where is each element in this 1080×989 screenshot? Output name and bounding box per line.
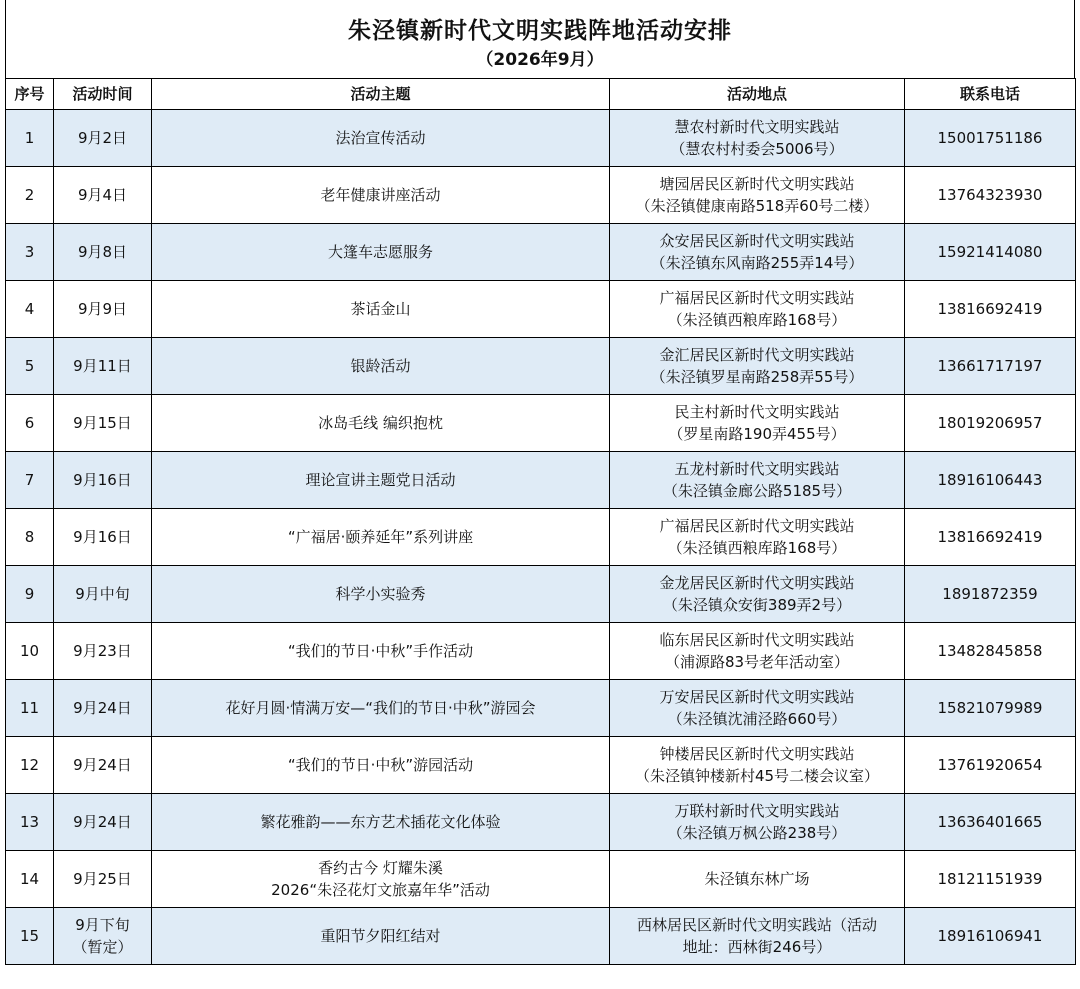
cell-time-line: 9月4日 [77,186,128,204]
cell-time [54,110,152,167]
cell-place-line: 万联村新时代文明实践站 [674,802,840,820]
cell-phone: 13764323930 [905,167,1076,224]
cell-topic-line: 花好月圆·情满万安—“我们的节日·中秋”游园会 [225,699,536,717]
table-row [6,110,1076,167]
cell-place-line: 众安居民区新时代文明实践站 [659,232,855,250]
cell-time-line: 9月下旬 [75,916,130,934]
cell-place-line: （朱泾镇沈浦泾路660号） [667,710,847,728]
cell-place-line: 地址：西林街246号） [682,938,832,956]
cell-phone: 15921414080 [905,224,1076,281]
cell-place [610,851,905,908]
cell-phone: 13661717197 [905,338,1076,395]
cell-time [54,452,152,509]
cell-topic [152,623,610,680]
cell-topic [152,908,610,965]
cell-time-line: 9月8日 [77,243,128,261]
table-header-row [6,79,1076,110]
cell-time [54,908,152,965]
cell-time [54,794,152,851]
cell-no: 15 [6,908,54,965]
table-row [6,281,1076,338]
cell-no: 7 [6,452,54,509]
cell-phone: 18916106941 [905,908,1076,965]
cell-place-line: 金汇居民区新时代文明实践站 [659,346,855,364]
cell-place-line: （朱泾镇万枫公路238号） [667,824,847,842]
cell-place [610,623,905,680]
table-body [6,110,1076,965]
cell-place-line: （朱泾镇金廊公路5185号） [662,482,852,500]
cell-no: 2 [6,167,54,224]
cell-no: 11 [6,680,54,737]
cell-place [610,794,905,851]
cell-place-line: 五龙村新时代文明实践站 [674,460,840,478]
cell-topic-line: 繁花雅韵——东方艺术插花文化体验 [260,813,501,831]
cell-time-line: 9月9日 [77,300,128,318]
cell-phone: 13482845858 [905,623,1076,680]
cell-topic-line: 银龄活动 [350,357,411,375]
cell-place-line: 西林居民区新时代文明实践站（活动 [636,916,877,934]
table-row [6,908,1076,965]
cell-place [610,281,905,338]
cell-time-line: 9月2日 [77,129,128,147]
cell-time [54,167,152,224]
cell-time [54,509,152,566]
cell-place-line: 广福居民区新时代文明实践站 [659,289,855,307]
cell-topic-line: 大篷车志愿服务 [327,243,433,261]
cell-topic-line: 茶话金山 [350,300,411,318]
cell-time-line: 9月24日 [73,813,132,831]
cell-phone: 13816692419 [905,281,1076,338]
activity-table [5,78,1076,965]
cell-place-line: （朱泾镇罗星南路258弄55号） [650,368,864,386]
cell-time-line: 9月23日 [73,642,132,660]
cell-topic-line: “广福居·颐养延年”系列讲座 [287,528,474,546]
cell-time-line: 9月11日 [73,357,132,375]
cell-place [610,680,905,737]
cell-time-line: 9月24日 [73,699,132,717]
cell-place [610,452,905,509]
cell-place-line: 钟楼居民区新时代文明实践站 [659,745,855,763]
header-topic: 活动主题 [152,79,610,110]
cell-no: 1 [6,110,54,167]
cell-topic-line: “我们的节日·中秋”游园活动 [287,756,474,774]
cell-no: 6 [6,395,54,452]
cell-topic-line: 理论宣讲主题党日活动 [305,471,456,489]
cell-topic [152,338,610,395]
cell-time-line: 9月中旬 [75,585,130,603]
cell-time-line: 9月25日 [73,870,132,888]
table-row [6,794,1076,851]
cell-topic [152,110,610,167]
cell-topic-line: 老年健康讲座活动 [320,186,441,204]
cell-no: 8 [6,509,54,566]
cell-no: 9 [6,566,54,623]
cell-time [54,680,152,737]
cell-no: 12 [6,737,54,794]
cell-place-line: （朱泾镇众安街389弄2号） [662,596,852,614]
cell-place [610,566,905,623]
cell-place [610,908,905,965]
cell-topic [152,851,610,908]
cell-time-line: 9月24日 [73,756,132,774]
cell-phone: 18916106443 [905,452,1076,509]
page-subtitle: （2026年9月） [476,50,604,70]
cell-no: 5 [6,338,54,395]
cell-no: 3 [6,224,54,281]
cell-no: 4 [6,281,54,338]
cell-topic [152,680,610,737]
cell-time-line: 9月15日 [73,414,132,432]
cell-topic-line: 科学小实验秀 [335,585,426,603]
cell-time [54,395,152,452]
cell-place-line: 金龙居民区新时代文明实践站 [659,574,855,592]
cell-time [54,224,152,281]
cell-place [610,110,905,167]
cell-time-line: 9月16日 [73,471,132,489]
cell-place-line: （朱泾镇西粮库路168号） [667,539,847,557]
cell-place-line: 民主村新时代文明实践站 [674,403,840,421]
cell-time [54,737,152,794]
cell-place-line: 万安居民区新时代文明实践站 [659,688,855,706]
cell-time-line: 9月16日 [73,528,132,546]
cell-topic [152,167,610,224]
cell-topic [152,395,610,452]
cell-place [610,224,905,281]
table-row [6,452,1076,509]
cell-place [610,737,905,794]
cell-place-line: 塘园居民区新时代文明实践站 [659,175,855,193]
table-row [6,566,1076,623]
table-row [6,395,1076,452]
cell-topic [152,509,610,566]
cell-topic [152,452,610,509]
cell-phone: 1891872359 [905,566,1076,623]
cell-place-line: （朱泾镇健康南路518弄60号二楼） [635,197,879,215]
cell-place-line: （浦源路83号老年活动室） [664,653,850,671]
cell-time-line: （暂定） [72,938,133,956]
title-block [5,0,1075,78]
cell-place-line: （朱泾镇钟楼新村45号二楼会议室） [634,767,880,785]
cell-place-line: 朱泾镇东林广场 [704,870,810,888]
cell-place-line: （罗星南路190弄455号） [668,425,846,443]
cell-time [54,623,152,680]
cell-topic [152,281,610,338]
cell-no: 14 [6,851,54,908]
cell-time [54,851,152,908]
cell-phone: 13636401665 [905,794,1076,851]
table-row [6,509,1076,566]
header-time: 活动时间 [54,79,152,110]
cell-topic-line: 重阳节夕阳红结对 [320,927,441,945]
cell-topic [152,566,610,623]
cell-no: 10 [6,623,54,680]
cell-topic-line: 法治宣传活动 [335,129,426,147]
cell-place [610,395,905,452]
cell-topic-line: “我们的节日·中秋”手作活动 [287,642,474,660]
table-row [6,737,1076,794]
table-row [6,623,1076,680]
cell-topic-line: 2026“朱泾花灯文旅嘉年华”活动 [271,881,490,899]
cell-topic [152,224,610,281]
header-no: 序号 [6,79,54,110]
cell-place [610,338,905,395]
cell-place-line: （慧农村村委会5006号） [670,140,844,158]
cell-place-line: （朱泾镇东风南路255弄14号） [650,254,864,272]
cell-phone: 15001751186 [905,110,1076,167]
cell-topic [152,737,610,794]
activity-sheet [5,0,1075,985]
cell-phone: 18121151939 [905,851,1076,908]
table-row [6,851,1076,908]
cell-phone: 13761920654 [905,737,1076,794]
header-phone: 联系电话 [905,79,1076,110]
table-row [6,338,1076,395]
cell-topic [152,794,610,851]
cell-place-line: （朱泾镇西粮库路168号） [667,311,847,329]
cell-place [610,509,905,566]
cell-time [54,566,152,623]
cell-phone: 15821079989 [905,680,1076,737]
table-row [6,224,1076,281]
table-row [6,680,1076,737]
cell-time [54,338,152,395]
cell-phone: 13816692419 [905,509,1076,566]
cell-place-line: 慧农村新时代文明实践站 [674,118,840,136]
cell-place-line: 临东居民区新时代文明实践站 [659,631,855,649]
cell-topic-line: 冰岛毛线 编织抱枕 [318,414,443,432]
cell-place-line: 广福居民区新时代文明实践站 [659,517,855,535]
cell-phone: 18019206957 [905,395,1076,452]
table-row [6,167,1076,224]
cell-topic-line: 香约古今 灯耀朱溪 [318,859,443,877]
page-title: 朱泾镇新时代文明实践阵地活动安排 [348,18,732,44]
cell-place [610,167,905,224]
header-place: 活动地点 [610,79,905,110]
cell-time [54,281,152,338]
cell-no: 13 [6,794,54,851]
